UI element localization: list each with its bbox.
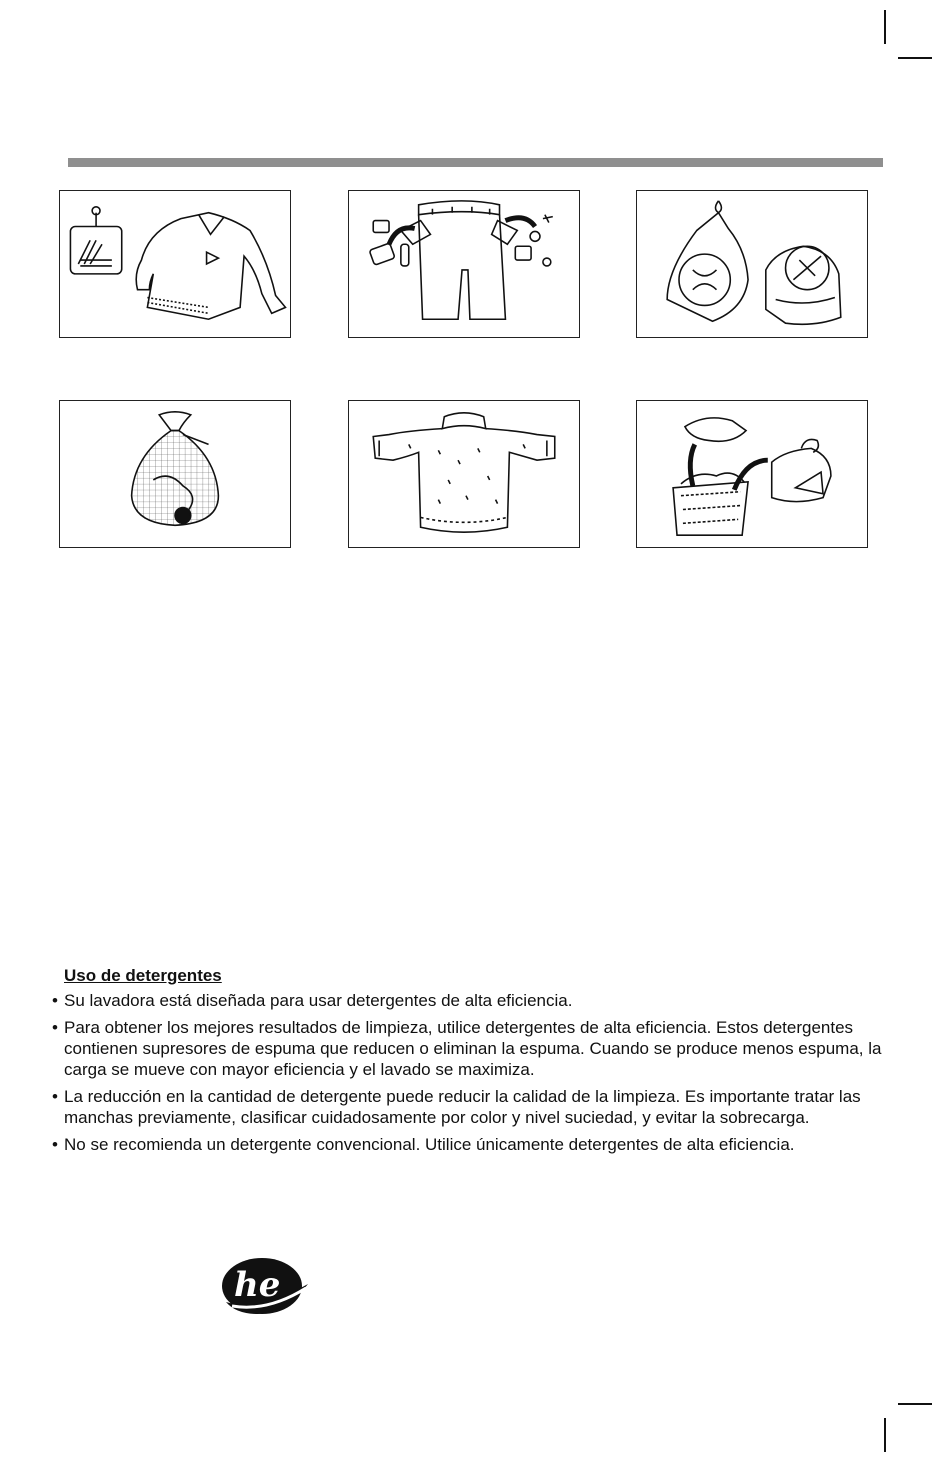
sorting-laundry-basket-icon	[637, 401, 867, 547]
illustration-panel-sweater	[59, 190, 291, 338]
tied-garments-icon	[637, 191, 867, 337]
crop-mark-bottom-vertical	[884, 1418, 886, 1452]
illustration-panel-pants	[348, 190, 580, 338]
crop-mark-bottom-horizontal	[898, 1403, 932, 1405]
section-heading: Uso de detergentes	[64, 966, 222, 985]
list-item: • Su lavadora está diseñada para usar detergentes de alta eficiencia.	[52, 990, 882, 1011]
detergent-bullet-list	[52, 990, 882, 1155]
detergent-section	[52, 966, 882, 1161]
header-rule	[68, 158, 883, 167]
illustration-panel-tied-garments	[636, 190, 868, 338]
empty-pockets-pants-icon	[349, 191, 579, 337]
sweater-with-care-label-icon	[60, 191, 290, 337]
list-item: • La reducción en la cantidad de detergente puede reducir la calidad de la limpieza. Es importante tratar las manchas previamente, clasificar cuidadosamente por color y nivel suciedad, y evitar la sobrecarga.	[52, 1086, 882, 1128]
inside-out-sweater-icon	[349, 401, 579, 547]
list-item: • No se recomienda un detergente convencional. Utilice únicamente detergentes de alta eficiencia.	[52, 1134, 882, 1155]
illustration-panel-sorting	[636, 400, 868, 548]
mesh-laundry-bag-icon	[60, 401, 290, 547]
he-logo-text: he	[234, 1265, 281, 1305]
illustration-panel-mesh-bag	[59, 400, 291, 548]
crop-mark-top-vertical	[884, 10, 886, 44]
crop-mark-top-horizontal	[898, 57, 932, 59]
illustration-panel-inside-out-sweater	[348, 400, 580, 548]
list-item: • Para obtener los mejores resultados de limpieza, utilice detergentes de alta eficiencia. Estos detergentes contienen supresores de espuma que reducen o eliminan la espuma. Cuando se produce menos espuma, la carga se mueve con mayor eficiencia y el lavado se maximiza.	[52, 1017, 882, 1080]
he-high-efficiency-logo	[218, 1254, 312, 1316]
